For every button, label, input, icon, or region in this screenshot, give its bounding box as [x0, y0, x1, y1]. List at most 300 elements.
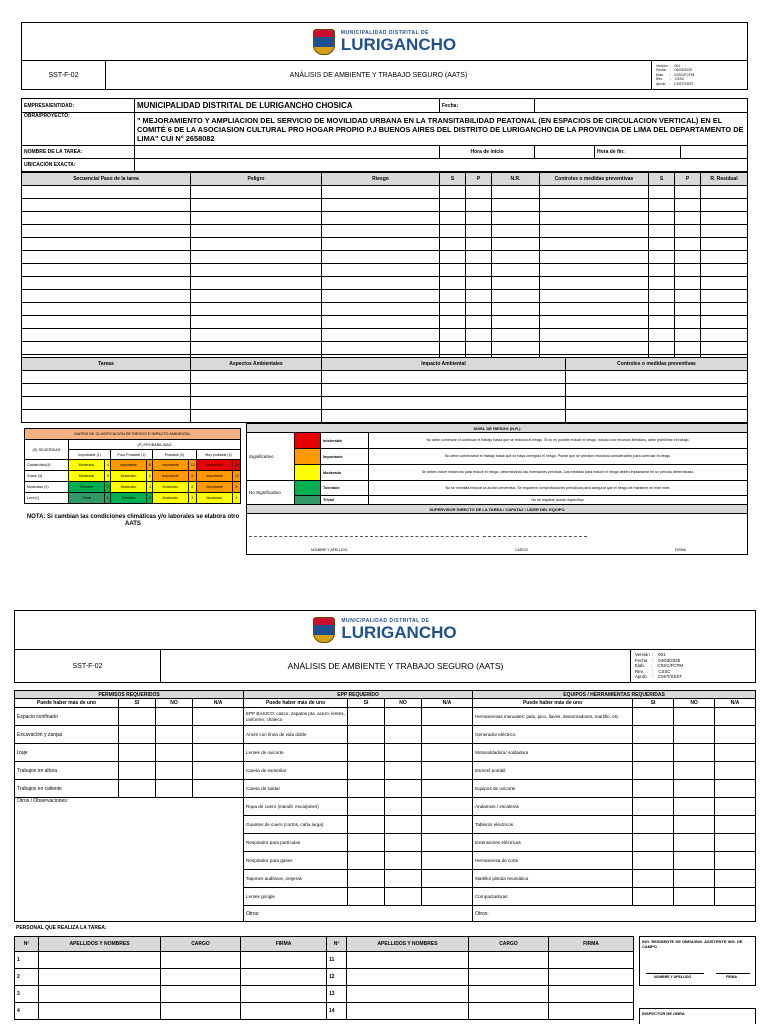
personal-body	[15, 952, 634, 1020]
risk-cell[interactable]	[701, 277, 748, 290]
personal-cell[interactable]	[549, 969, 634, 986]
risk-cell[interactable]	[701, 303, 748, 316]
personal-cell[interactable]	[469, 969, 549, 986]
hora-fin-value[interactable]	[681, 146, 748, 159]
personal-header: APELLIDOS Y NOMBRES	[39, 937, 161, 952]
fecha-value[interactable]	[535, 99, 748, 113]
risk-cell[interactable]	[322, 290, 440, 303]
risk-cell[interactable]	[440, 290, 466, 303]
equipo-check[interactable]	[674, 762, 715, 780]
risk-cell[interactable]	[191, 316, 322, 329]
personal-cell[interactable]	[241, 952, 327, 969]
risk-cell[interactable]	[466, 186, 492, 199]
equipo-check[interactable]	[633, 780, 674, 798]
risk-cell[interactable]	[322, 199, 440, 212]
risk-cell[interactable]	[540, 264, 649, 277]
risk-cell[interactable]	[440, 225, 466, 238]
risk-cell[interactable]	[440, 199, 466, 212]
epp-check[interactable]	[348, 816, 385, 834]
risk-cell[interactable]	[466, 264, 492, 277]
risk-cell[interactable]	[466, 329, 492, 342]
equipo-check[interactable]	[674, 780, 715, 798]
risk-cell[interactable]	[540, 342, 649, 355]
epp-check[interactable]	[422, 726, 473, 744]
epp-check[interactable]	[422, 816, 473, 834]
epp-check[interactable]	[348, 834, 385, 852]
risk-cell[interactable]	[649, 199, 675, 212]
personal-cell[interactable]	[161, 1003, 241, 1020]
risk-header: Peligro	[191, 173, 322, 186]
epp-check[interactable]	[348, 744, 385, 762]
risk-cell[interactable]	[492, 225, 540, 238]
risk-cell[interactable]	[191, 264, 322, 277]
personal-num: 11	[327, 952, 347, 969]
risk-cell[interactable]	[492, 212, 540, 225]
matrix-score: 12	[232, 471, 240, 482]
req-subhead: NO	[156, 699, 193, 708]
equipo-check[interactable]	[633, 888, 674, 906]
req-row	[15, 744, 756, 762]
risk-cell[interactable]	[649, 251, 675, 264]
personal-cell[interactable]	[39, 1003, 161, 1020]
risk-cell[interactable]	[492, 329, 540, 342]
risk-cell[interactable]	[492, 303, 540, 316]
risk-cell[interactable]	[466, 316, 492, 329]
risk-cell[interactable]	[701, 329, 748, 342]
epp-check[interactable]	[385, 888, 422, 906]
risk-cell[interactable]	[540, 316, 649, 329]
req-row	[15, 798, 756, 816]
risk-cell[interactable]	[191, 251, 322, 264]
risk-cell[interactable]	[701, 225, 748, 238]
personal-cell[interactable]	[39, 952, 161, 969]
personal-cell[interactable]	[347, 969, 469, 986]
risk-cell[interactable]	[322, 212, 440, 225]
risk-cell[interactable]	[492, 238, 540, 251]
risk-cell[interactable]	[191, 212, 322, 225]
risk-cell[interactable]	[675, 316, 701, 329]
risk-cell[interactable]	[466, 290, 492, 303]
env-cell[interactable]	[191, 371, 322, 384]
empresa-value[interactable]: MUNICIPALIDAD DISTRITAL DE LURIGANCHO CHOSICA	[135, 99, 440, 113]
epp-check[interactable]	[348, 870, 385, 888]
personal-cell[interactable]	[39, 986, 161, 1003]
risk-cell[interactable]	[466, 199, 492, 212]
epp-check[interactable]	[348, 726, 385, 744]
env-cell[interactable]	[191, 384, 322, 397]
residente-box[interactable]	[639, 936, 756, 986]
equipo-check[interactable]	[674, 798, 715, 816]
risk-cell[interactable]	[322, 225, 440, 238]
risk-cell[interactable]	[540, 199, 649, 212]
risk-cell[interactable]	[191, 238, 322, 251]
risk-table	[21, 172, 748, 368]
risk-cell[interactable]	[191, 199, 322, 212]
risk-cell[interactable]	[492, 277, 540, 290]
epp-check[interactable]	[348, 780, 385, 798]
risk-cell[interactable]	[701, 316, 748, 329]
nivel-row	[247, 465, 748, 481]
equipo-check[interactable]	[715, 888, 756, 906]
epp-check[interactable]	[348, 852, 385, 870]
risk-cell[interactable]	[440, 329, 466, 342]
env-cell[interactable]	[22, 384, 191, 397]
permiso-check[interactable]	[156, 780, 193, 798]
env-cell[interactable]	[22, 397, 191, 410]
risk-cell[interactable]	[22, 251, 191, 264]
equipo-check[interactable]	[715, 798, 756, 816]
risk-cell[interactable]	[322, 238, 440, 251]
risk-cell[interactable]	[675, 329, 701, 342]
personal-header-row	[15, 937, 634, 952]
ubicacion-value[interactable]	[135, 159, 748, 172]
empresa-label: EMPRESA/ENTIDAD:	[22, 99, 135, 113]
risk-cell[interactable]	[440, 251, 466, 264]
env-cell[interactable]	[566, 397, 748, 410]
risk-cell[interactable]	[466, 277, 492, 290]
risk-cell[interactable]	[22, 329, 191, 342]
risk-body	[22, 186, 748, 368]
epp-check[interactable]	[385, 744, 422, 762]
risk-cell[interactable]	[675, 290, 701, 303]
personal-cell[interactable]	[469, 986, 549, 1003]
risk-cell[interactable]	[440, 264, 466, 277]
env-cell[interactable]	[566, 371, 748, 384]
equipo-label: Equipos de oxicorte	[473, 780, 633, 798]
permiso-check[interactable]	[119, 762, 156, 780]
risk-cell[interactable]	[466, 303, 492, 316]
epp-check[interactable]	[422, 744, 473, 762]
permiso-check[interactable]	[119, 780, 156, 798]
risk-cell[interactable]	[675, 238, 701, 251]
personal-cell[interactable]	[161, 986, 241, 1003]
risk-cell[interactable]	[675, 303, 701, 316]
epp-check[interactable]	[348, 798, 385, 816]
risk-cell[interactable]	[191, 342, 322, 355]
risk-cell[interactable]	[701, 264, 748, 277]
env-header: Impacto Ambiental	[322, 358, 566, 371]
risk-cell[interactable]	[22, 303, 191, 316]
risk-cell[interactable]	[492, 199, 540, 212]
risk-cell[interactable]	[492, 186, 540, 199]
matrix-level: Moderado	[196, 493, 232, 504]
env-cell[interactable]	[322, 410, 566, 423]
permiso-check[interactable]	[193, 744, 244, 762]
permiso-check[interactable]	[119, 708, 156, 726]
equipo-check[interactable]	[633, 798, 674, 816]
risk-cell[interactable]	[322, 329, 440, 342]
risk-cell[interactable]	[22, 212, 191, 225]
risk-cell[interactable]	[540, 212, 649, 225]
residente-sign-firma: FIRMA	[726, 975, 738, 979]
risk-cell[interactable]	[540, 303, 649, 316]
personal-cell[interactable]	[241, 969, 327, 986]
risk-cell[interactable]	[540, 186, 649, 199]
risk-cell[interactable]	[466, 238, 492, 251]
epp-check[interactable]	[348, 708, 385, 726]
risk-cell[interactable]	[675, 225, 701, 238]
risk-cell[interactable]	[649, 238, 675, 251]
epp-check[interactable]	[385, 798, 422, 816]
personal-header: CARGO	[161, 937, 241, 952]
epp-check[interactable]	[385, 834, 422, 852]
epp-check[interactable]	[385, 708, 422, 726]
permiso-check[interactable]	[119, 744, 156, 762]
env-cell[interactable]	[322, 397, 566, 410]
equipo-check[interactable]	[633, 708, 674, 726]
risk-cell[interactable]	[675, 186, 701, 199]
supervisor-sign-area[interactable]	[247, 514, 748, 555]
risk-cell[interactable]	[701, 186, 748, 199]
epp-check[interactable]	[422, 870, 473, 888]
permiso-observaciones[interactable]: Otros / Observaciones:	[15, 798, 244, 922]
risk-cell[interactable]	[191, 277, 322, 290]
risk-cell[interactable]	[440, 238, 466, 251]
personal-cell[interactable]	[469, 952, 549, 969]
equipo-check[interactable]	[715, 834, 756, 852]
risk-cell[interactable]	[540, 329, 649, 342]
personal-num: 4	[15, 1003, 39, 1020]
equipo-check[interactable]	[715, 852, 756, 870]
inspector-box[interactable]	[639, 1008, 756, 1024]
risk-cell[interactable]	[322, 186, 440, 199]
risk-cell[interactable]	[649, 277, 675, 290]
permiso-check[interactable]	[156, 762, 193, 780]
equipo-check[interactable]	[674, 888, 715, 906]
risk-cell[interactable]	[466, 212, 492, 225]
env-cell[interactable]	[22, 371, 191, 384]
epp-check[interactable]	[422, 708, 473, 726]
epp-check[interactable]	[422, 762, 473, 780]
risk-cell[interactable]	[22, 264, 191, 277]
risk-cell[interactable]	[540, 225, 649, 238]
permiso-check[interactable]	[156, 708, 193, 726]
hora-inicio-value[interactable]	[535, 146, 595, 159]
risk-cell[interactable]	[492, 316, 540, 329]
req-subhead: SI	[633, 699, 674, 708]
risk-cell[interactable]	[22, 238, 191, 251]
epp-check[interactable]	[422, 834, 473, 852]
risk-cell[interactable]	[22, 186, 191, 199]
risk-cell[interactable]	[649, 303, 675, 316]
epp-check[interactable]	[385, 762, 422, 780]
personal-cell[interactable]	[161, 969, 241, 986]
risk-cell[interactable]	[440, 277, 466, 290]
risk-cell[interactable]	[322, 316, 440, 329]
personal-cell[interactable]	[549, 986, 634, 1003]
equipo-check[interactable]	[674, 726, 715, 744]
risk-cell[interactable]	[191, 303, 322, 316]
risk-cell[interactable]	[675, 342, 701, 355]
equipo-check[interactable]	[633, 726, 674, 744]
epp-check[interactable]	[385, 870, 422, 888]
risk-cell[interactable]	[440, 316, 466, 329]
risk-cell[interactable]	[322, 303, 440, 316]
tarea-value[interactable]	[135, 146, 440, 159]
personal-cell[interactable]	[161, 952, 241, 969]
personal-cell[interactable]	[549, 1003, 634, 1020]
epp-check[interactable]	[385, 780, 422, 798]
header-logo-box	[21, 22, 748, 61]
risk-cell[interactable]	[649, 329, 675, 342]
risk-cell[interactable]	[466, 342, 492, 355]
epp-check[interactable]	[422, 888, 473, 906]
risk-cell[interactable]	[675, 212, 701, 225]
risk-cell[interactable]	[540, 238, 649, 251]
risk-cell[interactable]	[322, 342, 440, 355]
risk-cell[interactable]	[701, 212, 748, 225]
permiso-check[interactable]	[156, 744, 193, 762]
risk-cell[interactable]	[322, 251, 440, 264]
equipo-check[interactable]	[715, 726, 756, 744]
personal-cell[interactable]	[347, 952, 469, 969]
matrix-score: 8	[232, 482, 240, 493]
equipo-check[interactable]	[715, 762, 756, 780]
ubicacion-label: UBICACIÓN EXACTA:	[22, 159, 135, 172]
env-cell[interactable]	[566, 384, 748, 397]
risk-cell[interactable]	[22, 277, 191, 290]
risk-cell[interactable]	[322, 264, 440, 277]
env-cell[interactable]	[566, 410, 748, 423]
risk-cell[interactable]	[440, 212, 466, 225]
env-cell[interactable]	[322, 371, 566, 384]
risk-cell[interactable]	[466, 225, 492, 238]
risk-cell[interactable]	[540, 290, 649, 303]
risk-cell[interactable]	[492, 290, 540, 303]
equipo-check[interactable]	[715, 744, 756, 762]
risk-cell[interactable]	[649, 186, 675, 199]
risk-cell[interactable]	[492, 264, 540, 277]
equipo-check[interactable]	[674, 870, 715, 888]
risk-cell[interactable]	[22, 316, 191, 329]
risk-cell[interactable]	[649, 316, 675, 329]
risk-cell[interactable]	[22, 225, 191, 238]
equipo-label: Extensiones eléctricas	[473, 834, 633, 852]
risk-cell[interactable]	[22, 342, 191, 355]
risk-cell[interactable]	[540, 277, 649, 290]
risk-cell[interactable]	[492, 342, 540, 355]
risk-cell[interactable]	[675, 199, 701, 212]
permiso-check[interactable]	[193, 762, 244, 780]
obra-value[interactable]: " MEJORAMIENTO Y AMPLIACION DEL SERVICIO DE MOVILIDAD URBANA EN LA TRANSITABILIDAD PEATONAL (EN ESPACIOS DE CIRCULACION VERTICAL) EN EL COMITÉ 6 DE LA ASOCIASION CULTURAL PRO HOGAR PROPIO P.J BUENOS AIRES DEL DISTRITO DE LURIGANCHO DE LA PROVINCIA DE LIMA DEL DEPARTAMENTO DE LIMA" CUI N° 2658082	[135, 113, 748, 146]
epp-check[interactable]	[385, 816, 422, 834]
personal-cell[interactable]	[347, 1003, 469, 1020]
equipo-check[interactable]	[633, 870, 674, 888]
permiso-check[interactable]	[156, 726, 193, 744]
risk-cell[interactable]	[701, 251, 748, 264]
epp-check[interactable]	[385, 726, 422, 744]
permiso-check[interactable]	[119, 726, 156, 744]
equipo-check[interactable]	[674, 744, 715, 762]
risk-cell[interactable]	[649, 225, 675, 238]
personal-cell[interactable]	[549, 952, 634, 969]
risk-header: N.R.	[492, 173, 540, 186]
equipo-check[interactable]	[633, 852, 674, 870]
equipo-check[interactable]	[715, 780, 756, 798]
equipo-check[interactable]	[633, 834, 674, 852]
personal-cell[interactable]	[469, 1003, 549, 1020]
risk-cell[interactable]	[701, 342, 748, 355]
risk-cell[interactable]	[492, 251, 540, 264]
fecha-label: Fecha:	[440, 99, 535, 113]
risk-cell[interactable]	[701, 290, 748, 303]
supervisor-title: SUPERVISOR DIRECTO DE LA TAREA / CAPATAZ / LÍDER DEL EQUIPO	[247, 505, 748, 514]
epp-check[interactable]	[348, 888, 385, 906]
risk-cell[interactable]	[466, 251, 492, 264]
personal-cell[interactable]	[241, 986, 327, 1003]
risk-cell[interactable]	[440, 303, 466, 316]
epp-check[interactable]	[422, 852, 473, 870]
doc-meta: Versión : 001 Fecha : 04/03/2025 Elab. : CSSC/FCPM Rev. : CSSC Aprob. : CSST/SSST	[635, 652, 684, 680]
risk-cell[interactable]	[649, 212, 675, 225]
epp-check[interactable]	[348, 762, 385, 780]
risk-cell[interactable]	[322, 277, 440, 290]
epp-check[interactable]	[422, 798, 473, 816]
risk-cell[interactable]	[649, 342, 675, 355]
personal-cell[interactable]	[347, 986, 469, 1003]
matrix-level: Importante	[110, 460, 146, 471]
env-cell[interactable]	[191, 397, 322, 410]
risk-cell[interactable]	[191, 186, 322, 199]
risk-cell[interactable]	[440, 186, 466, 199]
personal-cell[interactable]	[39, 969, 161, 986]
nivel-name: Intolerable	[321, 433, 369, 449]
risk-cell[interactable]	[675, 277, 701, 290]
risk-cell[interactable]	[675, 264, 701, 277]
equipo-check[interactable]	[674, 852, 715, 870]
nivel-swatch	[295, 465, 321, 481]
risk-cell[interactable]	[701, 238, 748, 251]
risk-cell[interactable]	[649, 290, 675, 303]
equipo-check[interactable]	[715, 816, 756, 834]
env-row	[22, 384, 748, 397]
equipo-check[interactable]	[715, 708, 756, 726]
risk-cell[interactable]	[191, 290, 322, 303]
epp-check[interactable]	[422, 780, 473, 798]
personal-cell[interactable]	[241, 1003, 327, 1020]
env-cell[interactable]	[191, 410, 322, 423]
risk-cell[interactable]	[22, 290, 191, 303]
risk-cell[interactable]	[440, 342, 466, 355]
risk-cell[interactable]	[675, 251, 701, 264]
equipo-check[interactable]	[715, 870, 756, 888]
equipo-otros[interactable]: Otros:	[473, 906, 756, 922]
risk-cell[interactable]	[191, 329, 322, 342]
equipo-check[interactable]	[633, 762, 674, 780]
matrix-row	[25, 482, 241, 493]
risk-cell[interactable]	[191, 225, 322, 238]
risk-cell[interactable]	[701, 199, 748, 212]
risk-cell[interactable]	[649, 264, 675, 277]
permiso-check[interactable]	[193, 726, 244, 744]
equipo-check[interactable]	[674, 834, 715, 852]
equipo-check[interactable]	[633, 816, 674, 834]
risk-header: S	[440, 173, 466, 186]
env-cell[interactable]	[322, 384, 566, 397]
equipo-check[interactable]	[633, 744, 674, 762]
epp-otros[interactable]: Otros:	[244, 906, 473, 922]
risk-cell[interactable]	[540, 251, 649, 264]
equipo-check[interactable]	[674, 816, 715, 834]
sign-name-label: NOMBRE Y APELLIDO	[311, 548, 348, 552]
personal-header: APELLIDOS Y NOMBRES	[347, 937, 469, 952]
env-cell[interactable]	[22, 410, 191, 423]
risk-cell[interactable]	[22, 199, 191, 212]
permiso-check[interactable]	[193, 708, 244, 726]
permiso-check[interactable]	[193, 780, 244, 798]
epp-check[interactable]	[385, 852, 422, 870]
equipo-check[interactable]	[674, 708, 715, 726]
